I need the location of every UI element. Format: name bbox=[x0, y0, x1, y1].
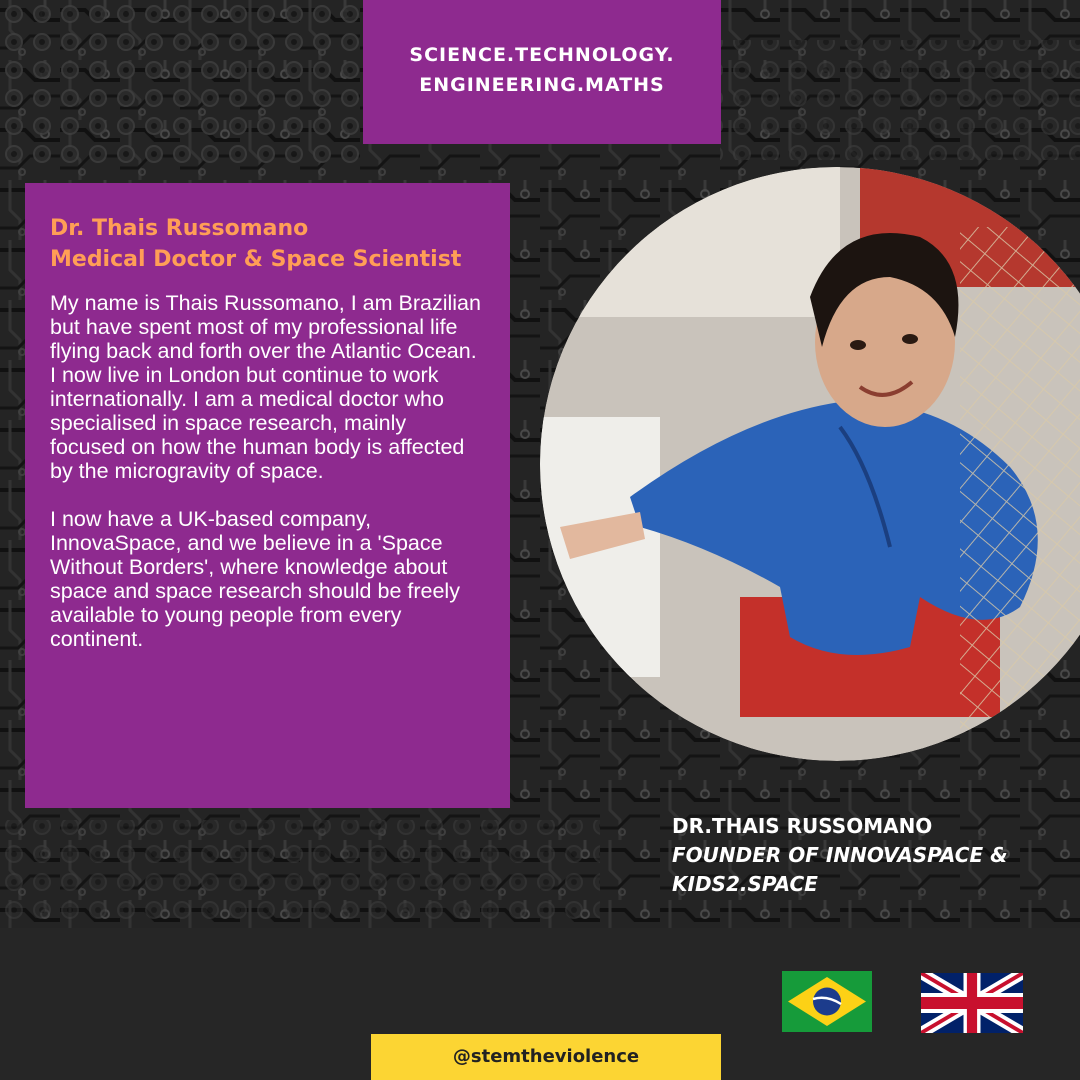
uk-flag-icon bbox=[921, 973, 1023, 1033]
caption-subtitle: FOUNDER OF INNOVASPACE & KIDS2.SPACE bbox=[672, 843, 1008, 896]
stem-header-box bbox=[363, 0, 721, 144]
bio-role: Medical Doctor & Space Scientist bbox=[50, 247, 462, 272]
photo-caption bbox=[672, 812, 1072, 899]
bio-paragraph-2: I now have a UK-based company, InnovaSpace, and we believe in a 'Space Without Borders', where knowledge about space and space research should be freely available to young people from every continent. bbox=[50, 507, 460, 651]
bio-panel bbox=[25, 183, 510, 808]
bio-paragraph-1: My name is Thais Russomano, I am Brazilian but have spent most of my professional life flying back and forth over the Atlantic Ocean. I now live in London but continue to work internationally. I am a medical doctor who specialised in space research, mainly focused on how the human body is affected by the microgravity of space. bbox=[50, 291, 481, 483]
brazil-flag-icon bbox=[782, 971, 872, 1032]
header-line-2: ENGINEERING.MATHS bbox=[419, 74, 665, 96]
social-handle-badge: @stemtheviolence bbox=[371, 1034, 721, 1080]
header-line-1: SCIENCE.TECHNOLOGY. bbox=[409, 44, 675, 66]
caption-title: DR.THAIS RUSSOMANO bbox=[672, 814, 933, 838]
bio-name: Dr. Thais Russomano bbox=[50, 216, 309, 241]
